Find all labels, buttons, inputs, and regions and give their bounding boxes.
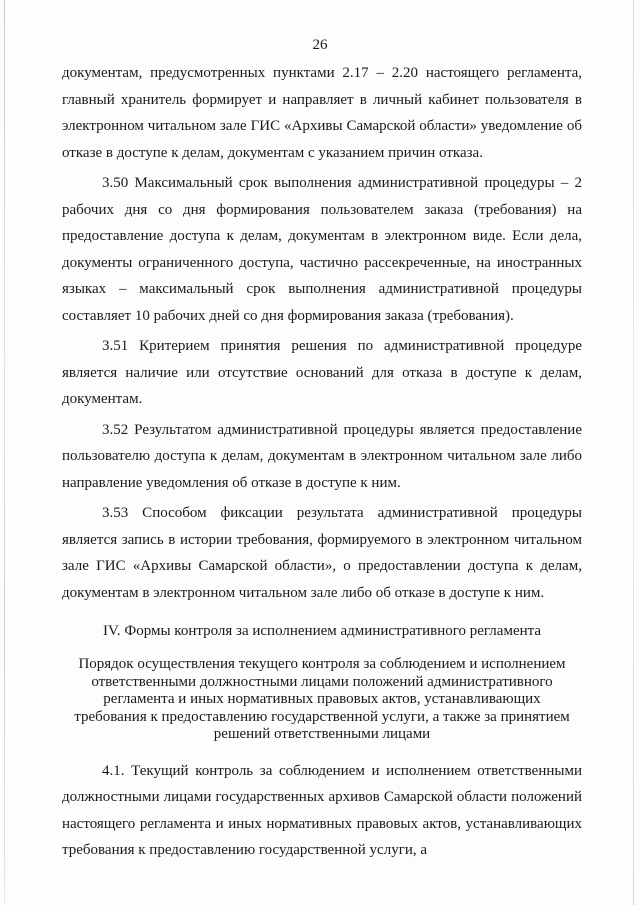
paragraph-3-52: 3.52 Результатом административной процедуры является предоставление пользователю доступа к делам, документам в электронном читальном зале либо направление уведомления об отказе в доступе к ним. — [62, 421, 582, 491]
scan-edge-left — [4, 0, 5, 905]
document-body — [62, 60, 582, 864]
section-title: IV. Формы контроля за исполнением административного регламента — [102, 623, 542, 639]
paragraph-4-1: 4.1. Текущий контроль за соблюдением и исполнением ответственными должностными лицами государственных архивов Самарской области положений настоящего регламента и иных нормативных правовых актов, устанавливающих требования к предоставлению государственной услуги, а — [62, 762, 582, 858]
subsection-title: Порядок осуществления текущего контроля за соблюдением и исполнением ответственными должностными лицами положений административного регламента и иных нормативных правовых актов, устанавливающих требования к предоставлению государственной услуги, а также за принятием решений ответственными лицами — [74, 656, 570, 742]
page-number: 26 — [312, 37, 328, 53]
paragraph-3-51: 3.51 Критерием принятия решения по административной процедуре является наличие или отсутствие оснований для отказа в доступе к делам, документам. — [62, 338, 582, 407]
paragraph-3-53: 3.53 Способом фиксации результата административной процедуры является запись в истории требования, формируемого в электронном читальном зале ГИС «Архивы Самарской области», о предоставлении доступа к делам, документам в электронном читальном зале либо об отказе в доступе к ним. — [62, 505, 582, 601]
paragraph-continuation: документам, предусмотренных пунктами 2.17 – 2.20 настоящего регламента, главный хранитель формирует и направляет в личный кабинет пользователя в электронном читальном зале ГИС «Архивы Самарской области» уведомление об отказе в доступе к делам, документам с указанием причин отказа. — [62, 65, 582, 161]
scan-edge-right — [633, 0, 634, 905]
paragraph-3-50: 3.50 Максимальный срок выполнения административной процедуры – 2 рабочих дня со дня формирования пользователем заказа (требования) на предоставление доступа к делам, документам в электронном виде. Если дела, документы ограниченного доступа, частично рассекреченные, на иностранных языках – максимальный срок выполнения административной процедуры составляет 10 рабочих дней со дня формирования заказа (требования). — [62, 175, 582, 324]
